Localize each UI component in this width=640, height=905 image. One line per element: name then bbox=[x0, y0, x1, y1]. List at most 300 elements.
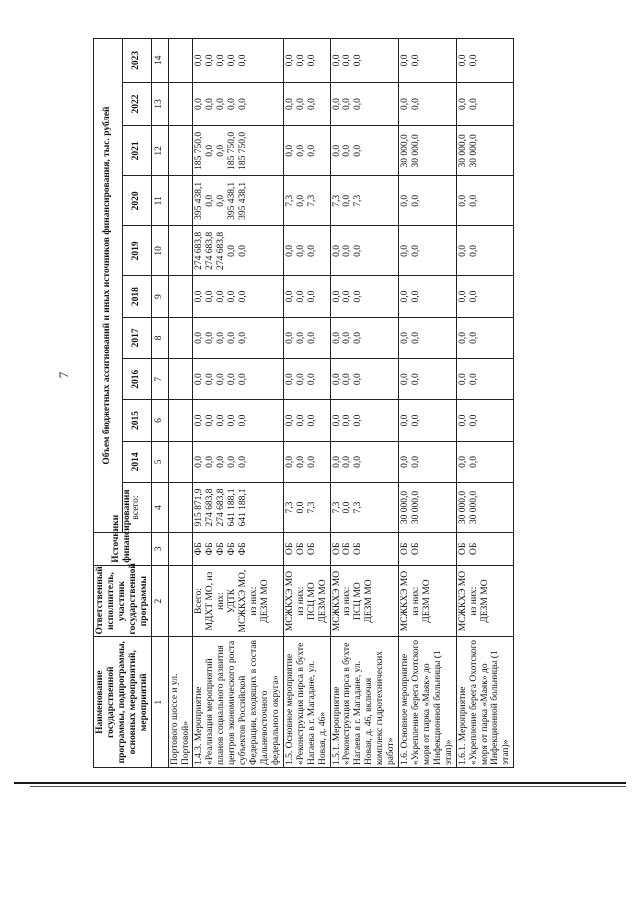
row-responsible bbox=[193, 565, 283, 637]
funding-value-line: 0,0 bbox=[331, 331, 342, 344]
funding-value bbox=[193, 317, 283, 358]
funding-value-line: 0,0 bbox=[342, 54, 353, 67]
funding-value-line: 0,0 bbox=[342, 331, 353, 344]
funding-value-line: 0,0 bbox=[216, 290, 227, 303]
funding-value-line: 0,0 bbox=[284, 144, 295, 157]
funding-value bbox=[193, 441, 283, 482]
funding-value-line: 30 000,0 bbox=[457, 134, 468, 168]
funding-value-line: 0,0 bbox=[353, 98, 364, 110]
table-body bbox=[168, 39, 514, 768]
funding-value-line: 0,0 bbox=[410, 331, 421, 344]
funding-value-line: 0,0 bbox=[353, 290, 364, 303]
funding-value-line: 0,0 bbox=[205, 455, 216, 468]
funding-value bbox=[168, 317, 193, 358]
funding-value-line: 0,0 bbox=[400, 244, 411, 257]
funding-value-line: 0,0 bbox=[238, 98, 249, 110]
funding-value-line: 0,0 bbox=[306, 98, 317, 110]
header-year: 2019 bbox=[122, 226, 151, 276]
header-year: 2014 bbox=[122, 441, 151, 482]
funding-value bbox=[399, 359, 457, 400]
funding-value bbox=[399, 126, 457, 176]
column-index: 2 bbox=[151, 565, 168, 637]
funding-value-line: 0,0 bbox=[306, 54, 317, 67]
column-index: 3 bbox=[151, 533, 168, 566]
funding-value bbox=[193, 359, 283, 400]
funding-value bbox=[168, 276, 193, 317]
funding-value-line: 0,0 bbox=[227, 414, 238, 427]
row-responsible bbox=[330, 565, 399, 637]
funding-value bbox=[330, 317, 399, 358]
funding-value-line: 0,0 bbox=[468, 244, 479, 257]
row-name: 1.6.1. Мероприятие «Укрепление берега Охотского моря от парка «Маяк» до Инфекционной больницы (1 этап)» bbox=[456, 637, 514, 768]
funding-value bbox=[399, 226, 457, 276]
funding-value-line: 0,0 bbox=[400, 455, 411, 468]
funding-value-line: 0,0 bbox=[284, 455, 295, 468]
funding-value-line: 0,0 bbox=[400, 331, 411, 344]
funding-value bbox=[193, 226, 283, 276]
funding-value-line: 30 000,0 bbox=[410, 490, 421, 525]
header-year: 2022 bbox=[122, 82, 151, 126]
funding-value bbox=[330, 359, 399, 400]
funding-value-line: 0,0 bbox=[227, 373, 238, 386]
funding-value bbox=[330, 39, 399, 83]
funding-value-line: 0,0 bbox=[331, 54, 342, 67]
funding-value-line: 30 000,0 bbox=[400, 490, 411, 525]
responsible-line: ДЕЗМ МО bbox=[479, 579, 490, 623]
row-name: 1.5.1. Мероприятие «Реконструкция пирса в бухте Нагаева в г. Магадане, ул. Новая, д. 46, включая комплекс гидротехнических работ» bbox=[330, 637, 399, 768]
funding-value-line: 0,0 bbox=[284, 98, 295, 110]
funding-value-line: 0,0 bbox=[468, 331, 479, 344]
funding-value-line: 0,0 bbox=[205, 373, 216, 386]
funding-value-line: 0,0 bbox=[306, 244, 317, 257]
funding-value-line: 0,0 bbox=[400, 54, 411, 67]
funding-value-line: 0,0 bbox=[468, 414, 479, 427]
funding-value bbox=[399, 82, 457, 126]
funding-value-line: 0,0 bbox=[205, 98, 216, 110]
funding-value bbox=[283, 276, 330, 317]
source-line: ОБ bbox=[306, 542, 317, 556]
funding-value-line: 0,0 bbox=[400, 414, 411, 427]
funding-value-line: 0,0 bbox=[238, 455, 249, 468]
funding-value bbox=[283, 400, 330, 441]
column-index: 6 bbox=[151, 400, 168, 441]
responsible-line: ПСЦ МО bbox=[306, 582, 317, 620]
funding-value bbox=[283, 176, 330, 226]
funding-value-line: 274 683,8 bbox=[205, 488, 216, 527]
source-line: ФБ bbox=[238, 542, 249, 556]
funding-value-line: 0,0 bbox=[410, 414, 421, 427]
funding-value bbox=[456, 483, 514, 533]
column-index: 8 bbox=[151, 317, 168, 358]
column-index: 1 bbox=[151, 637, 168, 768]
funding-value-line: 0,0 bbox=[205, 194, 216, 207]
funding-value-line: 0,0 bbox=[400, 373, 411, 386]
budget-table-rotated bbox=[93, 38, 603, 768]
funding-value-line: 0,0 bbox=[457, 54, 468, 67]
header-funding: Объем бюджетных ассигнований и иных источников финансирования, тыс. рублей bbox=[94, 39, 123, 533]
funding-value-line: 0,0 bbox=[400, 98, 411, 110]
funding-value bbox=[283, 126, 330, 176]
column-index: 14 bbox=[151, 39, 168, 83]
column-index: 13 bbox=[151, 82, 168, 126]
funding-value-line: 0,0 bbox=[468, 54, 479, 67]
funding-value-line: 0,0 bbox=[227, 290, 238, 303]
funding-value-line: 0,0 bbox=[216, 54, 227, 67]
funding-value-line: 0,0 bbox=[238, 414, 249, 427]
funding-value-line: 0,0 bbox=[457, 414, 468, 427]
responsible-line: МСЖКХЭ МО из них: bbox=[457, 570, 479, 632]
funding-value bbox=[399, 176, 457, 226]
row-responsible bbox=[283, 565, 330, 637]
funding-value bbox=[456, 400, 514, 441]
header-total: всего: bbox=[122, 483, 151, 533]
header-source: Источники финансирования bbox=[94, 533, 152, 566]
funding-value bbox=[283, 82, 330, 126]
row-name: Портового шоссе и ул. Портовой» bbox=[168, 637, 193, 768]
funding-value bbox=[193, 126, 283, 176]
funding-value-line: 395 438,1 bbox=[238, 181, 249, 220]
source-line: ОБ bbox=[284, 542, 295, 556]
responsible-line: УДТК bbox=[227, 588, 238, 614]
funding-value-line: 0,0 bbox=[238, 290, 249, 303]
funding-value-line: 0,0 bbox=[216, 455, 227, 468]
funding-value bbox=[168, 82, 193, 126]
funding-value-line: 0,0 bbox=[331, 290, 342, 303]
funding-value-line: 30 000,0 bbox=[410, 134, 421, 168]
table-row bbox=[283, 39, 330, 768]
funding-value-line: 0,0 bbox=[284, 414, 295, 427]
funding-value-line: 0,0 bbox=[353, 331, 364, 344]
funding-value-line: 30 000,0 bbox=[468, 134, 479, 168]
funding-value bbox=[330, 82, 399, 126]
table-row bbox=[193, 39, 283, 768]
funding-value-line: 0,0 bbox=[410, 373, 421, 386]
source-line: ОБ bbox=[457, 542, 468, 556]
funding-value-line: 0,0 bbox=[306, 455, 317, 468]
header-name: Наименование государственной программы, подпрограммы, основных мероприятий, мероприятий bbox=[94, 637, 152, 768]
funding-value-line: 7,3 bbox=[331, 501, 342, 514]
funding-value-line: 0,0 bbox=[353, 144, 364, 157]
responsible-line: МСЖКХЭ МО из них: bbox=[284, 570, 306, 632]
funding-value-line: 0,0 bbox=[306, 331, 317, 344]
funding-value-line: 0,0 bbox=[216, 414, 227, 427]
row-source bbox=[456, 533, 514, 566]
funding-value bbox=[456, 441, 514, 482]
funding-value-line: 0,0 bbox=[205, 54, 216, 67]
funding-value-line: 641 188,1 bbox=[238, 488, 249, 527]
funding-value-line: 0,0 bbox=[306, 290, 317, 303]
funding-value bbox=[283, 441, 330, 482]
funding-value bbox=[456, 276, 514, 317]
funding-value-line: 7,3 bbox=[284, 194, 295, 207]
source-line: ОБ bbox=[353, 542, 364, 556]
funding-value bbox=[193, 176, 283, 226]
funding-value-line: 0,0 bbox=[216, 194, 227, 207]
funding-value-line: 0,0 bbox=[205, 144, 216, 157]
funding-value-line: 0,0 bbox=[331, 455, 342, 468]
funding-value-line: 0,0 bbox=[410, 455, 421, 468]
funding-value-line: 0,0 bbox=[284, 373, 295, 386]
funding-value-line: 0,0 bbox=[331, 414, 342, 427]
funding-value-line: 0,0 bbox=[410, 194, 421, 207]
funding-value bbox=[456, 176, 514, 226]
funding-value-line: 0,0 bbox=[295, 501, 306, 514]
funding-value-line: 0,0 bbox=[410, 244, 421, 257]
funding-value-line: 0,0 bbox=[342, 414, 353, 427]
funding-value-line: 0,0 bbox=[216, 331, 227, 344]
source-line: ФБ bbox=[205, 542, 216, 556]
funding-value-line: 0,0 bbox=[410, 290, 421, 303]
funding-value-line: 0,0 bbox=[216, 144, 227, 157]
funding-value-line: 274 683,8 bbox=[216, 488, 227, 527]
funding-value-line: 0,0 bbox=[457, 244, 468, 257]
responsible-line: МСЖКХЭ МО, из них: bbox=[238, 569, 260, 633]
funding-value-line: 0,0 bbox=[342, 244, 353, 257]
funding-value-line: 0,0 bbox=[295, 331, 306, 344]
row-responsible bbox=[168, 565, 193, 637]
funding-value-line: 0,0 bbox=[194, 54, 205, 67]
funding-value-line: 915 871,9 bbox=[194, 488, 205, 527]
funding-value-line: 0,0 bbox=[284, 331, 295, 344]
page-number: 7 bbox=[56, 371, 71, 379]
funding-value-line: 0,0 bbox=[342, 373, 353, 386]
funding-value-line: 0,0 bbox=[227, 331, 238, 344]
funding-value-line: 274 683,8 bbox=[194, 231, 205, 270]
funding-value-line: 0,0 bbox=[295, 194, 306, 207]
funding-value bbox=[399, 276, 457, 317]
funding-value-line: 0,0 bbox=[295, 290, 306, 303]
source-line: ОБ bbox=[400, 542, 411, 556]
funding-value-line: 0,0 bbox=[295, 98, 306, 110]
funding-value-line: 0,0 bbox=[342, 98, 353, 110]
funding-value-line: 0,0 bbox=[342, 455, 353, 468]
responsible-line: МСЖКХЭ МО из них: bbox=[331, 570, 353, 632]
funding-value-line: 0,0 bbox=[342, 144, 353, 157]
funding-value bbox=[399, 441, 457, 482]
funding-value-line: 0,0 bbox=[205, 414, 216, 427]
funding-value bbox=[456, 82, 514, 126]
funding-value-line: 0,0 bbox=[194, 414, 205, 427]
funding-value-line: 0,0 bbox=[295, 414, 306, 427]
source-line: ОБ bbox=[342, 542, 353, 556]
row-name: 1.6. Основное мероприятие «Укрепление берега Охотского моря от парка «Маяк» до Инфекционной больницы (1 этап)» bbox=[399, 637, 457, 768]
column-index: 11 bbox=[151, 176, 168, 226]
funding-value-line: 274 683,8 bbox=[216, 231, 227, 270]
funding-value-line: 0,0 bbox=[457, 373, 468, 386]
funding-value-line: 0,0 bbox=[295, 455, 306, 468]
funding-value bbox=[330, 126, 399, 176]
row-name: 1.4.3. Мероприятие «Реализация мероприятий планов социального развития центров экономического роста субъектов Российской Федерации, входящих в состав Дальневосточного федерального округа» bbox=[193, 637, 283, 768]
funding-value-line: 0,0 bbox=[194, 98, 205, 110]
funding-value bbox=[168, 226, 193, 276]
funding-value-line: 0,0 bbox=[227, 98, 238, 110]
header-year: 2018 bbox=[122, 276, 151, 317]
funding-value bbox=[193, 39, 283, 83]
column-index: 7 bbox=[151, 359, 168, 400]
table-row bbox=[456, 39, 514, 768]
funding-value-line: 395 438,1 bbox=[194, 181, 205, 220]
funding-value-line: 0,0 bbox=[342, 290, 353, 303]
row-name: 1.5. Основное мероприятие «Реконструкция пирса в бухте Нагаева в г. Магадане, ул. Новая, д. 46» bbox=[283, 637, 330, 768]
funding-value bbox=[283, 483, 330, 533]
funding-value bbox=[168, 441, 193, 482]
column-index: 9 bbox=[151, 276, 168, 317]
funding-value bbox=[168, 39, 193, 83]
funding-value-line: 7,3 bbox=[353, 501, 364, 514]
column-index: 10 bbox=[151, 226, 168, 276]
funding-value-line: 0,0 bbox=[238, 244, 249, 257]
funding-value-line: 0,0 bbox=[194, 455, 205, 468]
funding-value-line: 0,0 bbox=[306, 144, 317, 157]
funding-value bbox=[193, 400, 283, 441]
responsible-line: ДЕЗМ МО bbox=[421, 579, 432, 623]
funding-value bbox=[330, 400, 399, 441]
funding-value bbox=[193, 483, 283, 533]
funding-value-line: 0,0 bbox=[353, 54, 364, 67]
funding-value bbox=[283, 226, 330, 276]
funding-value bbox=[330, 483, 399, 533]
funding-value bbox=[399, 483, 457, 533]
funding-value-line: 0,0 bbox=[400, 194, 411, 207]
funding-value-line: 0,0 bbox=[284, 290, 295, 303]
funding-value bbox=[399, 317, 457, 358]
funding-value-line: 0,0 bbox=[353, 373, 364, 386]
funding-value-line: 0,0 bbox=[410, 98, 421, 110]
funding-value bbox=[456, 317, 514, 358]
funding-value bbox=[168, 359, 193, 400]
funding-value-line: 7,3 bbox=[306, 194, 317, 207]
funding-value-line: 0,0 bbox=[468, 98, 479, 110]
funding-value bbox=[283, 39, 330, 83]
funding-value-line: 0,0 bbox=[342, 194, 353, 207]
source-line: ФБ bbox=[194, 542, 205, 556]
source-line: ОБ bbox=[468, 542, 479, 556]
responsible-line: ДЕЗМ МО bbox=[317, 579, 328, 623]
row-source bbox=[168, 533, 193, 566]
funding-value bbox=[330, 441, 399, 482]
funding-value-line: 274 683,8 bbox=[205, 231, 216, 270]
funding-value bbox=[283, 359, 330, 400]
row-source bbox=[399, 533, 457, 566]
responsible-line: ДЕЗМ МО bbox=[364, 579, 375, 623]
source-line: ФБ bbox=[216, 542, 227, 556]
funding-value-line: 0,0 bbox=[331, 373, 342, 386]
funding-value-line: 185 750,0 bbox=[238, 131, 249, 170]
column-index: 5 bbox=[151, 441, 168, 482]
responsible-line: МДХТ МО, из них: bbox=[205, 571, 227, 631]
funding-value-line: 0,0 bbox=[295, 244, 306, 257]
funding-value-line: 0,0 bbox=[205, 331, 216, 344]
funding-value-line: 641 188,1 bbox=[227, 488, 238, 527]
funding-value-line: 7,3 bbox=[284, 501, 295, 514]
funding-value bbox=[456, 226, 514, 276]
row-responsible bbox=[456, 565, 514, 637]
funding-value-line: 30 000,0 bbox=[400, 134, 411, 168]
funding-value bbox=[399, 400, 457, 441]
funding-value-line: 0,0 bbox=[457, 194, 468, 207]
funding-value-line: 185 750,0 bbox=[194, 131, 205, 170]
header-year: 2020 bbox=[122, 176, 151, 226]
funding-value-line: 0,0 bbox=[227, 54, 238, 67]
funding-value-line: 0,0 bbox=[457, 455, 468, 468]
funding-value bbox=[168, 400, 193, 441]
row-source bbox=[193, 533, 283, 566]
funding-value-line: 395 438,1 bbox=[227, 181, 238, 220]
funding-value bbox=[330, 226, 399, 276]
funding-value-line: 0,0 bbox=[331, 98, 342, 110]
funding-value-line: 0,0 bbox=[353, 414, 364, 427]
funding-value-line: 0,0 bbox=[295, 144, 306, 157]
funding-value-line: 0,0 bbox=[331, 244, 342, 257]
funding-value-line: 0,0 bbox=[468, 290, 479, 303]
funding-value-line: 7,3 bbox=[353, 194, 364, 207]
funding-value-line: 0,0 bbox=[306, 373, 317, 386]
funding-value-line: 0,0 bbox=[216, 98, 227, 110]
funding-value-line: 0,0 bbox=[238, 54, 249, 67]
responsible-line: Всего: bbox=[194, 588, 205, 615]
funding-value-line: 0,0 bbox=[295, 54, 306, 67]
header-index-row bbox=[151, 39, 168, 768]
header-year: 2017 bbox=[122, 317, 151, 358]
source-line: ОБ bbox=[410, 542, 421, 556]
header-year: 2015 bbox=[122, 400, 151, 441]
responsible-line: МСЖКХЭ МО из них: bbox=[400, 570, 421, 632]
funding-value bbox=[330, 176, 399, 226]
funding-value bbox=[330, 276, 399, 317]
funding-value-line: 0,0 bbox=[238, 373, 249, 386]
column-index: 12 bbox=[151, 126, 168, 176]
column-index: 4 bbox=[151, 483, 168, 533]
funding-value bbox=[456, 39, 514, 83]
funding-value bbox=[399, 39, 457, 83]
funding-value-line: 0,0 bbox=[284, 54, 295, 67]
source-line: ФБ bbox=[227, 542, 238, 556]
source-line: ОБ bbox=[295, 542, 306, 556]
funding-value-line: 0,0 bbox=[457, 331, 468, 344]
funding-value-line: 0,0 bbox=[457, 98, 468, 110]
table-row bbox=[399, 39, 457, 768]
header-year: 2023 bbox=[122, 39, 151, 83]
funding-value bbox=[168, 176, 193, 226]
funding-value-line: 185 750,0 bbox=[227, 131, 238, 170]
funding-value-line: 0,0 bbox=[342, 501, 353, 514]
row-source bbox=[283, 533, 330, 566]
funding-value bbox=[168, 483, 193, 533]
funding-value bbox=[193, 82, 283, 126]
funding-value-line: 0,0 bbox=[468, 373, 479, 386]
table-row bbox=[330, 39, 399, 768]
funding-value-line: 0,0 bbox=[295, 373, 306, 386]
funding-value-line: 0,0 bbox=[306, 414, 317, 427]
funding-value-line: 0,0 bbox=[194, 331, 205, 344]
scan-edge-line-thin bbox=[30, 786, 626, 787]
funding-value-line: 0,0 bbox=[410, 54, 421, 67]
funding-value-line: 7,3 bbox=[331, 194, 342, 207]
responsible-line: ПСЦ МО bbox=[353, 582, 364, 620]
funding-value-line: 0,0 bbox=[227, 244, 238, 257]
budget-table bbox=[93, 38, 514, 768]
funding-value-line: 30 000,0 bbox=[457, 490, 468, 525]
funding-value bbox=[168, 126, 193, 176]
funding-value-line: 0,0 bbox=[353, 455, 364, 468]
funding-value-line: 30 000,0 bbox=[468, 490, 479, 525]
funding-value-line: 0,0 bbox=[331, 144, 342, 157]
header-responsible: Ответственный исполнитель, участник государственной программы bbox=[94, 565, 152, 637]
scan-edge-line bbox=[14, 782, 626, 784]
funding-value-line: 0,0 bbox=[227, 455, 238, 468]
table-row bbox=[168, 39, 193, 768]
funding-value-line: 0,0 bbox=[284, 244, 295, 257]
